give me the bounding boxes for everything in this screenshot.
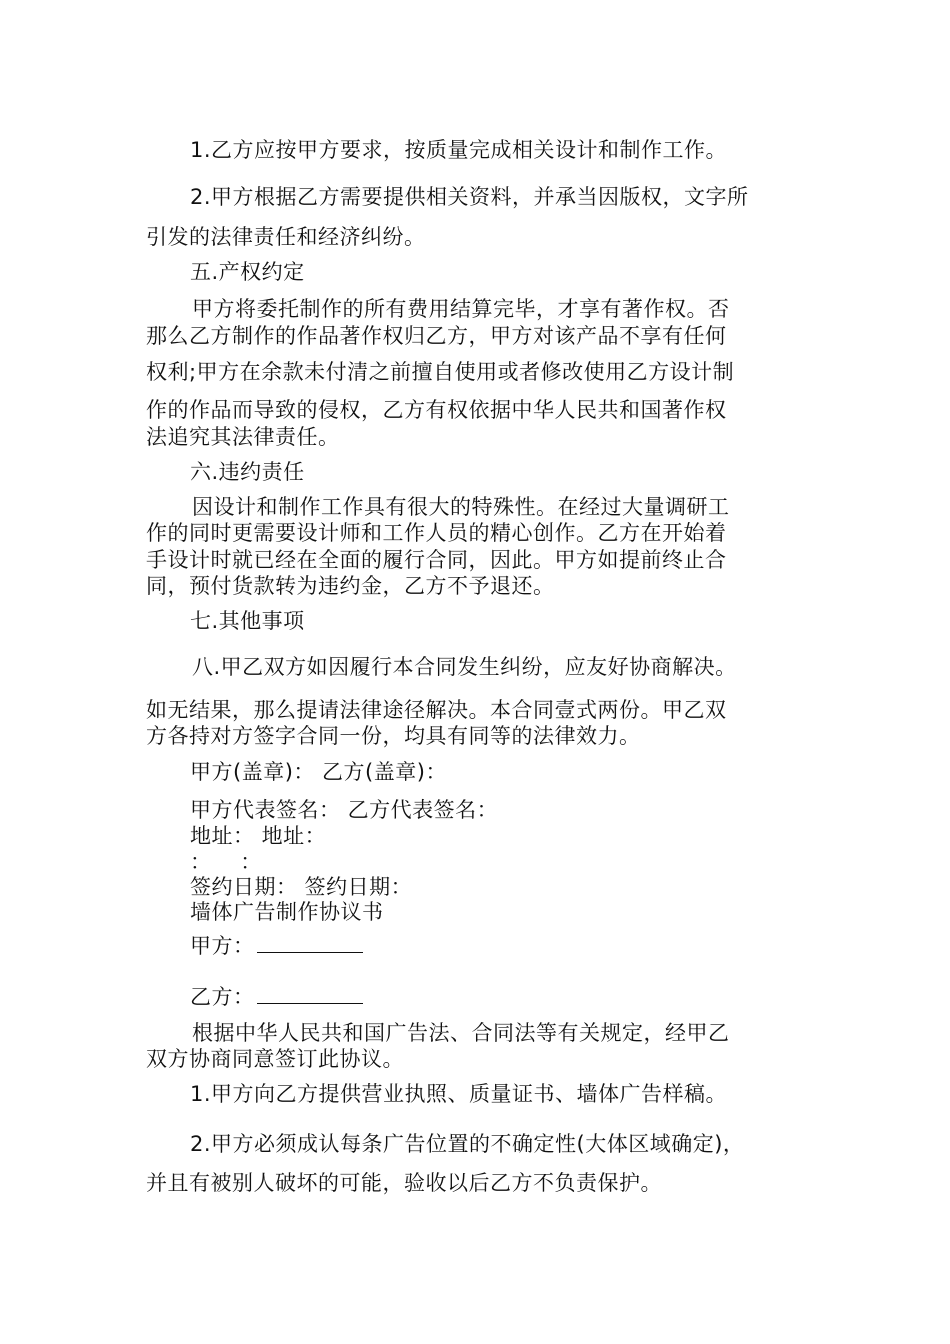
clause-line: 根据中华人民共和国广告法、合同法等有关规定，经甲乙 bbox=[192, 1021, 730, 1045]
party-a-line bbox=[190, 932, 363, 960]
clause-line: 2.甲方必须成认每条广告位置的不确定性(大体区域确定)， bbox=[190, 1132, 745, 1156]
clause-line: 作的同时更需要设计师和工作人员的精心创作。乙方在开始着 bbox=[146, 521, 727, 545]
clause-line: 手设计时就已经在全面的履行合同，因此。甲方如提前终止合 bbox=[146, 548, 727, 572]
section-heading: 七.其他事项 bbox=[190, 609, 305, 633]
clause-line: 2.甲方根据乙方需要提供相关资料，并承当因版权，文字所 bbox=[190, 185, 749, 209]
clause-line: 那么乙方制作的作品著作权归乙方，甲方对该产品不享有任何 bbox=[146, 324, 727, 348]
clause-line: 八.甲乙双方如因履行本合同发生纠纷，应友好协商解决。 bbox=[192, 655, 737, 679]
party-b-blank bbox=[257, 983, 363, 1004]
party-b-line bbox=[190, 983, 363, 1011]
date-line: 签约日期： 签约日期： bbox=[190, 875, 413, 899]
party-b-label: 乙方： bbox=[190, 985, 255, 1009]
clause-line: 因设计和制作工作具有很大的特殊性。在经过大量调研工 bbox=[192, 495, 730, 519]
section-heading: 五.产权约定 bbox=[190, 260, 305, 284]
section-heading: 六.违约责任 bbox=[190, 460, 305, 484]
clause-line: 法追究其法律责任。 bbox=[146, 425, 340, 449]
address-line: 地址： 地址： bbox=[190, 824, 327, 848]
signature-line: 甲方(盖章)： 乙方(盖章)： bbox=[190, 760, 447, 784]
colon-line: ： ： bbox=[190, 850, 262, 874]
party-a-label: 甲方： bbox=[190, 934, 255, 958]
clause-line: 方各持对方签字合同一份，均具有同等的法律效力。 bbox=[146, 724, 641, 748]
party-a-blank bbox=[257, 932, 363, 953]
clause-line: 引发的法律责任和经济纠纷。 bbox=[146, 225, 426, 249]
clause-line: 权利;甲方在余款未付清之前擅自使用或者修改使用乙方设计制 bbox=[146, 360, 735, 384]
clause-line: 如无结果，那么提请法律途径解决。本合同壹式两份。甲乙双 bbox=[146, 698, 727, 722]
signature-line: 甲方代表签名： 乙方代表签名： bbox=[190, 798, 499, 822]
clause-line: 甲方将委托制作的所有费用结算完毕，才享有著作权。否 bbox=[192, 297, 730, 321]
clause-line: 并且有被别人破坏的可能，验收以后乙方不负责保护。 bbox=[146, 1171, 662, 1195]
clause-line: 1.乙方应按甲方要求，按质量完成相关设计和制作工作。 bbox=[190, 138, 728, 162]
clause-line: 1.甲方向乙方提供营业执照、质量证书、墙体广告样稿。 bbox=[190, 1082, 728, 1106]
clause-line: 双方协商同意签订此协议。 bbox=[146, 1047, 404, 1071]
document-title: 墙体广告制作协议书 bbox=[190, 900, 384, 924]
clause-line: 同，预付货款转为违约金，乙方不予退还。 bbox=[146, 574, 555, 598]
clause-line: 作的作品而导致的侵权，乙方有权依据中华人民共和国著作权 bbox=[146, 398, 727, 422]
